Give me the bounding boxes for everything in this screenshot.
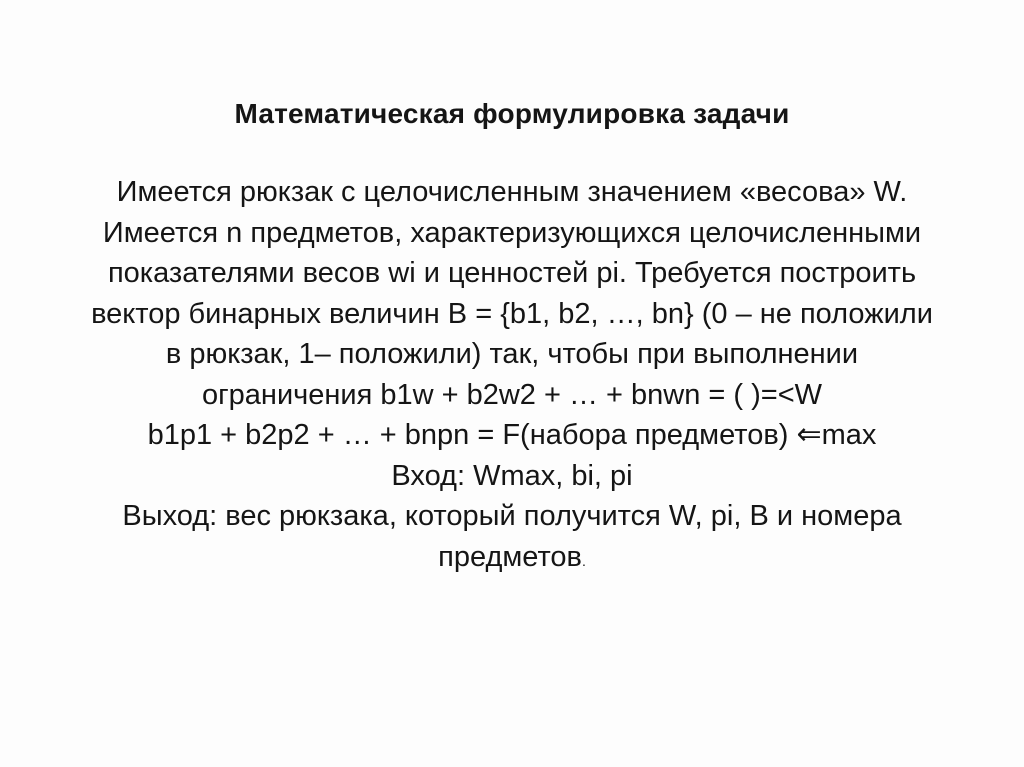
body-line-3: показателями весов wi и ценностей pi. Требуется построить	[107, 257, 917, 289]
body-line-5: в рюкзак, 1– положили) так, чтобы при выполнении	[165, 338, 859, 370]
output-line-continued	[0, 537, 1024, 582]
input-line: Вход: Wmax, bi, pi	[391, 459, 633, 492]
slide-title: Математическая формулировка задачи	[234, 98, 790, 129]
slide-body	[0, 172, 1024, 581]
body-line-1: Имеется рюкзак с целочисленным значением «весова» W.	[116, 176, 908, 208]
trailing-period: .	[581, 552, 586, 569]
body-line-4: вектор бинарных величин B = {b1, b2, …, bn} (0 – не положили	[91, 297, 933, 330]
objective-target: max	[821, 419, 877, 451]
output-items-word: предметов	[438, 540, 582, 573]
objective-formula: b1p1 + b2p2 + … + bnpn = F(набора предметов)	[147, 419, 797, 451]
objective-line	[0, 415, 1024, 456]
body-line-2: Имеется n предметов, характеризующихся целочисленными	[102, 216, 922, 249]
left-arrow-icon: ⇐	[796, 418, 822, 451]
output-line: Выход: вес рюкзака, который получится W, pi, B и номера	[122, 500, 902, 532]
body-line-6: ограничения b1w + b2w2 + … + bnwn = ( )=<W	[201, 378, 823, 411]
